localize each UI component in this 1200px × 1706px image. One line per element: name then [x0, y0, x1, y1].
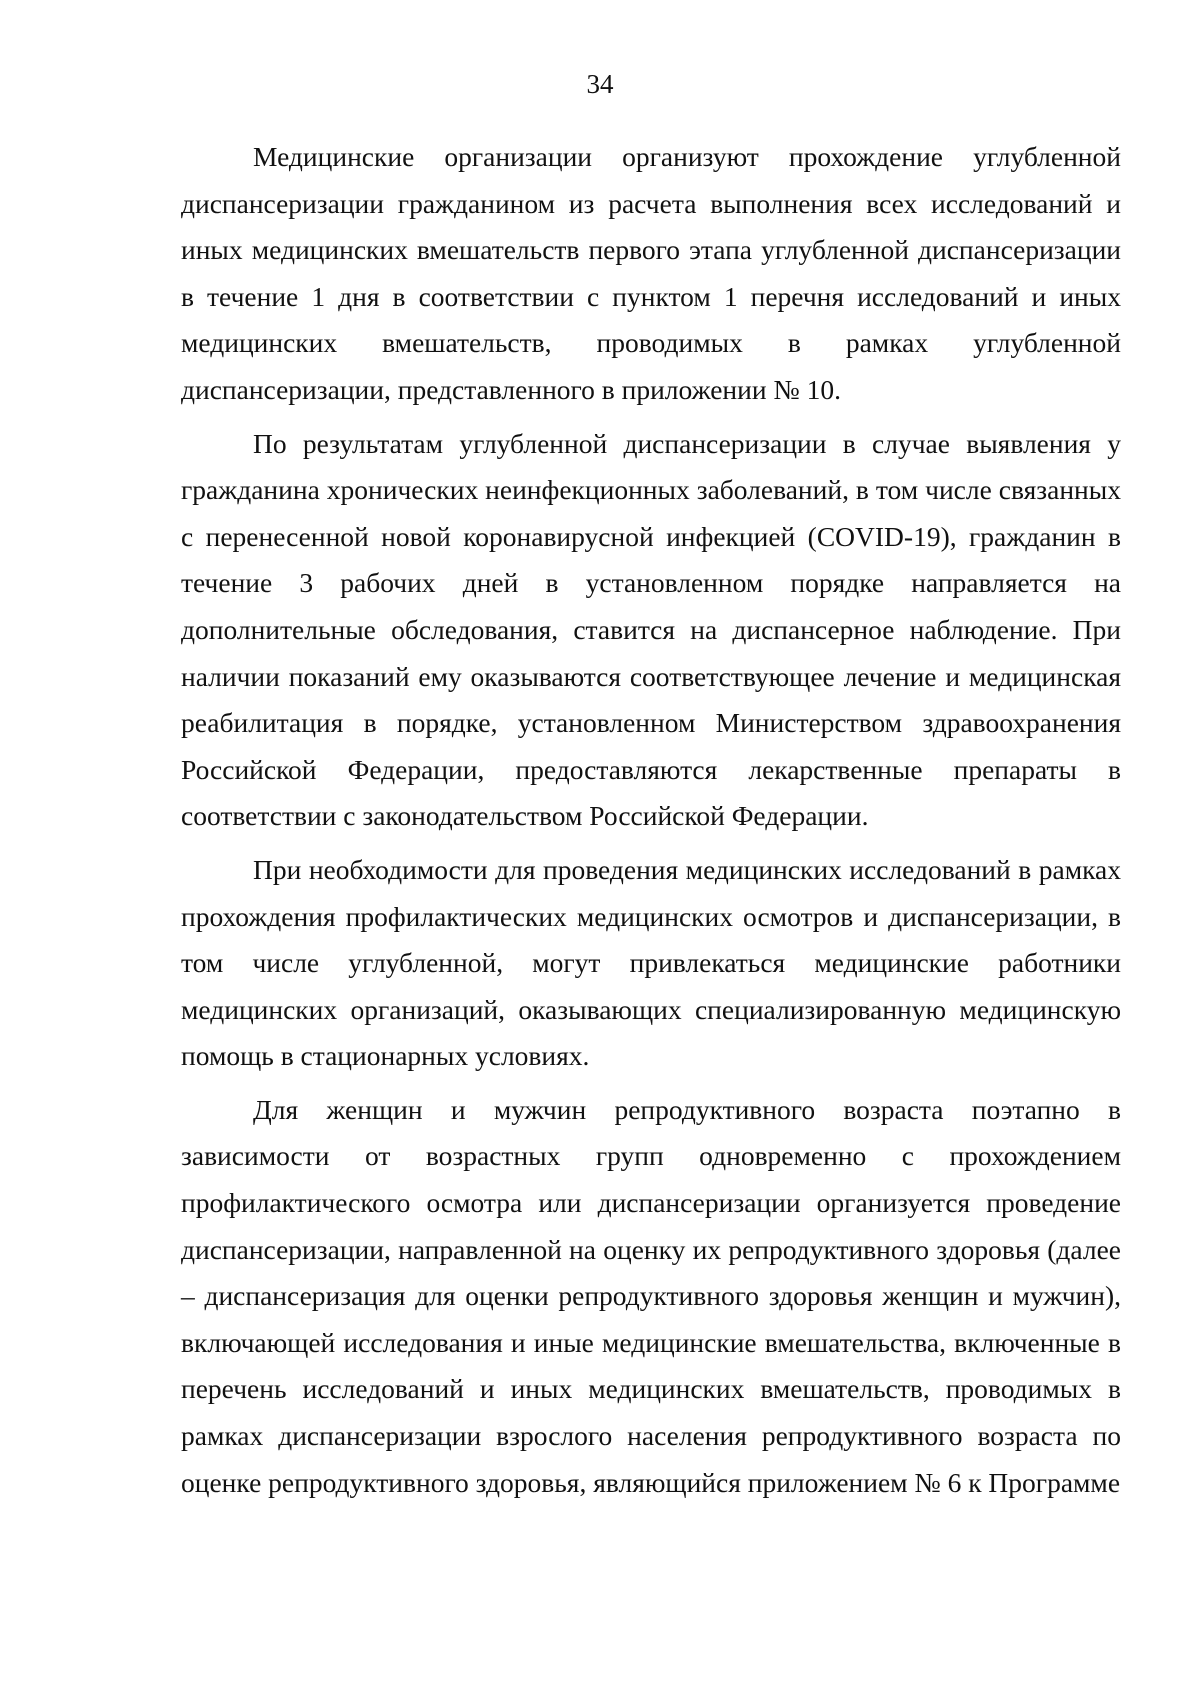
document-body [181, 134, 1121, 1506]
paragraph-reproductive-health: Для женщин и мужчин репродуктивного возраста поэтапно в зависимости от возрастных групп одновременно с прохождением профилактического осмотра или диспансеризации организуется проведение диспансеризации, направленной на оценку их репродуктивного здоровья (далее – диспансеризация для оценки репродуктивного здоровья женщин и мужчин), включающей исследования и иные медицинские вмешательства, включенные в перечень исследований и иных медицинских вмешательств, проводимых в рамках диспансеризации взрослого населения репродуктивного возраста по оценке репродуктивного здоровья, являющийся приложением № 6 к Программе [181, 1093, 1121, 1498]
paragraph-in-depth-dispensary: Медицинские организации организуют прохождение углубленной диспансеризации гражданином из расчета выполнения всех исследований и иных медицинских вмешательств первого этапа углубленной диспансеризации в течение 1 дня в соответствии с пунктом 1 перечня исследований и иных медицинских вмешательств, проводимых в рамках углубленной диспансеризации, представленного в приложении № 10. [181, 141, 1121, 405]
paragraph-results-follow-up: По результатам углубленной диспансеризации в случае выявления у гражданина хронических неинфекционных заболеваний, в том числе связанных с перенесенной новой коронавирусной инфекцией (COVID-19), гражданин в течение 3 рабочих дней в установленном порядке направляется на дополнительные обследования, ставится на диспансерное наблюдение. При наличии показаний ему оказываются соответствующее лечение и медицинская реабилитация в порядке, установленном Министерством здравоохранения Российской Федерации, предоставляются лекарственные препараты в соответствии с законодательством Российской Федерации. [181, 427, 1121, 832]
page-number: 34 [586, 69, 614, 99]
paragraph-medical-staff-involvement: При необходимости для проведения медицинских исследований в рамках прохождения профилактических медицинских осмотров и диспансеризации, в том числе углубленной, могут привлекаться медицинские работники медицинских организаций, оказывающих специализированную медицинскую помощь в стационарных условиях. [181, 853, 1121, 1072]
